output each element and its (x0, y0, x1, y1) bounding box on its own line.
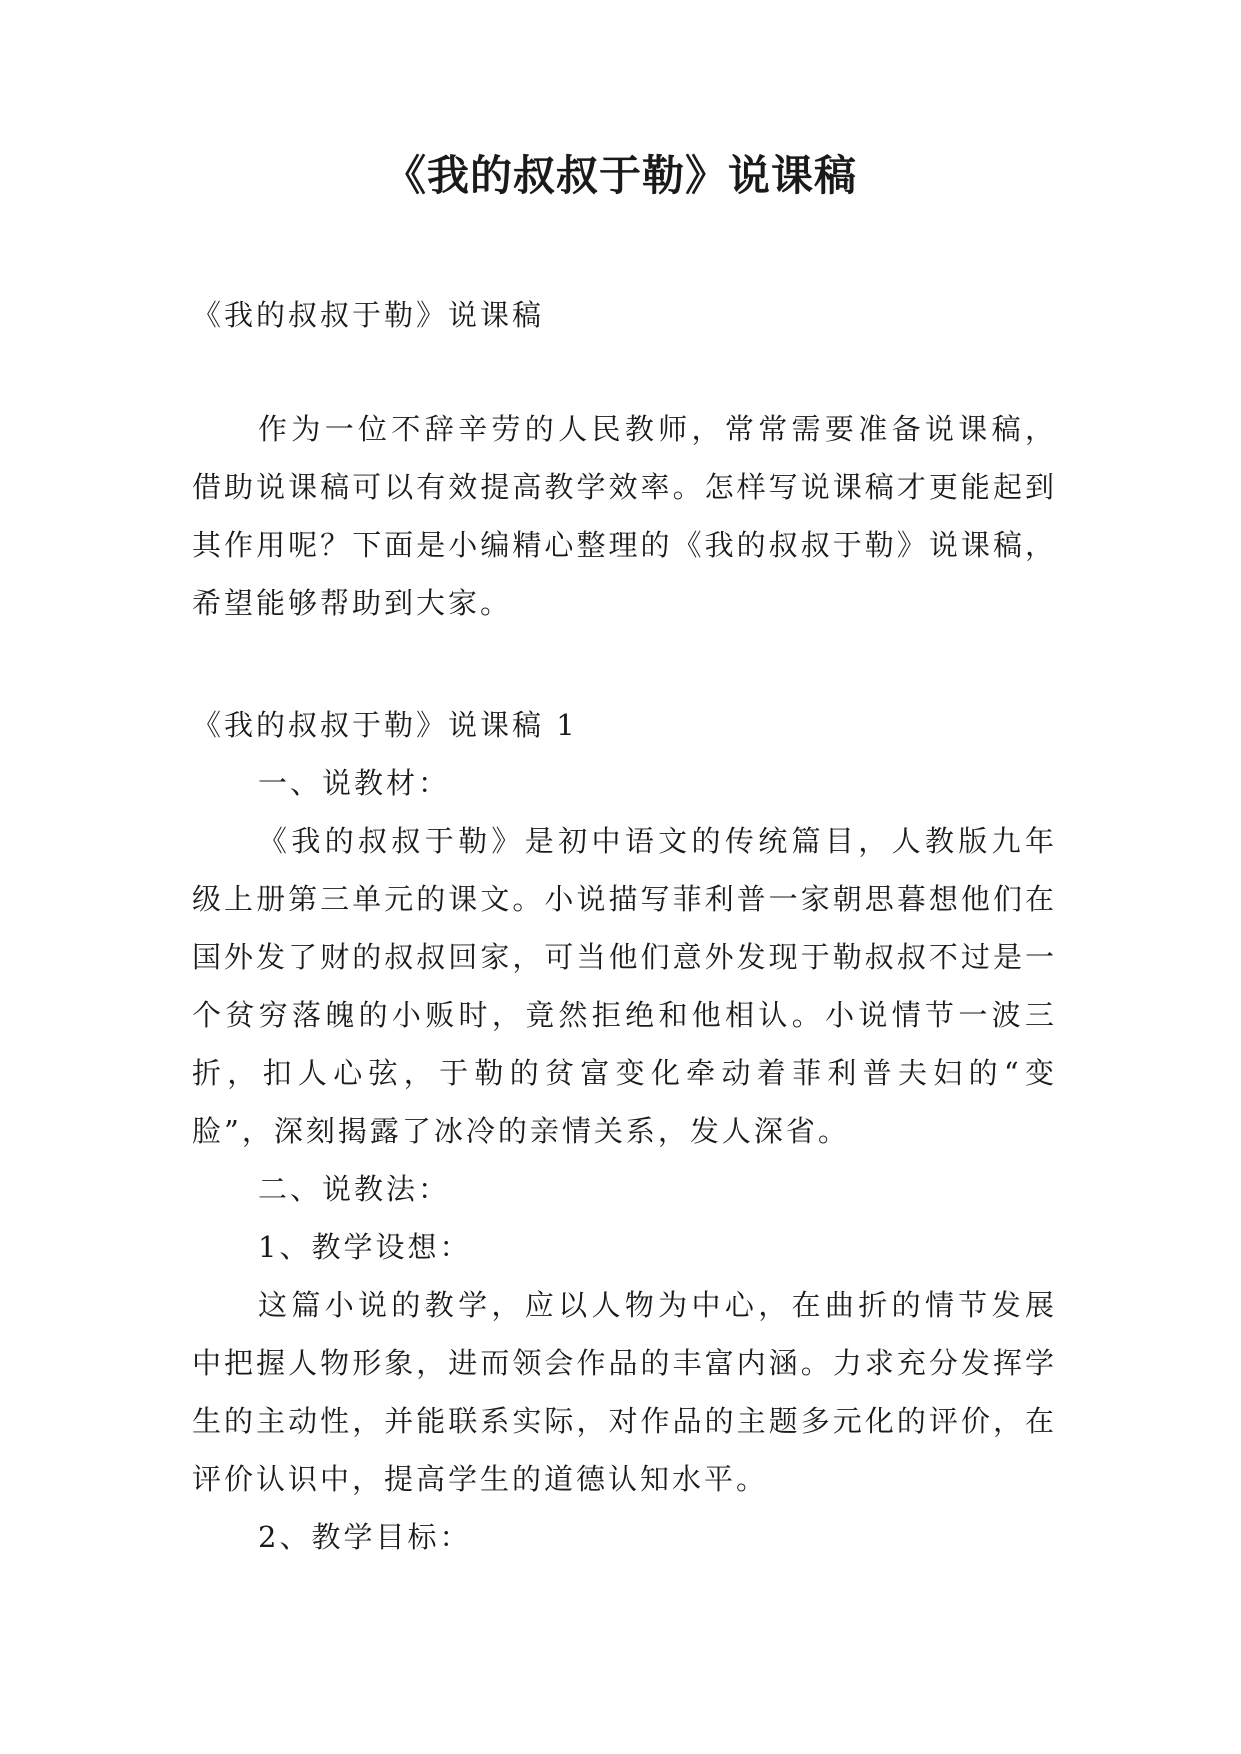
page-title: 《我的叔叔于勒》说课稿 (383, 151, 857, 200)
part1-paragraph: 《我的叔叔于勒》是初中语文的传统篇目，人教版九年级上册第三单元的课文。小说描写菲利普一家朝思暮想他们在国外发了财的叔叔回家，可当他们意外发现于勒叔叔不过是一个贫穷落魄的小贩时，竟然拒绝和他相认。小说情节一波三折，扣人心弦，于勒的贫富变化牵动着菲利普夫妇的“变脸”，深刻揭露了冰冷的亲情关系，发人深省。 (192, 824, 1057, 1148)
item2-heading: 2、教学目标： (258, 1520, 472, 1554)
part1-heading: 一、说教材： (258, 766, 451, 800)
part2-heading: 二、说教法： (258, 1172, 451, 1206)
intro-paragraph: 作为一位不辞辛劳的人民教师，常常需要准备说课稿，借助说课稿可以有效提高教学效率。怎样写说课稿才更能起到其作用呢？下面是小编精心整理的《我的叔叔于勒》说课稿，希望能够帮助到大家。 (192, 412, 1057, 620)
item1-heading: 1、教学设想： (258, 1230, 472, 1264)
section-body (192, 696, 1057, 1566)
item1-paragraph: 这篇小说的教学，应以人物为中心，在曲折的情节发展中把握人物形象，进而领会作品的丰富内涵。力求充分发挥学生的主动性，并能联系实际，对作品的主题多元化的评价，在评价认识中，提高学生的道德认知水平。 (192, 1288, 1057, 1496)
section-heading: 《我的叔叔于勒》说课稿 1 (192, 708, 578, 742)
document-subtitle: 《我的叔叔于勒》说课稿 (192, 298, 545, 332)
